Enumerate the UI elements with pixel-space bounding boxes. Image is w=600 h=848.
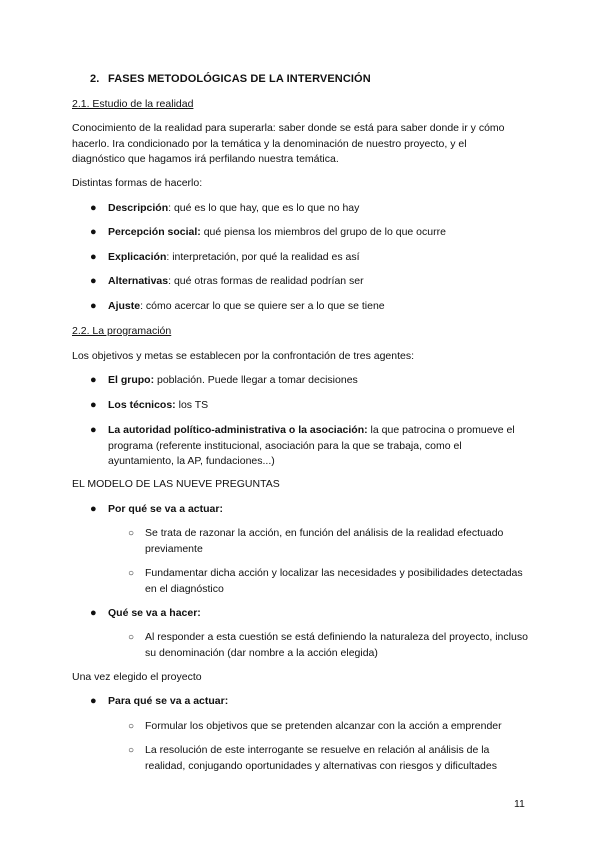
intro-paragraph: Conocimiento de la realidad para superarla: saber donde se está para saber donde ir y cómo hacerlo. Ira condicionado por la temática y la denominación de nuestro proyecto, y el diagnóstico que hagamos irá perfilando nuestra temática. [72, 122, 505, 165]
bullet-icon: ● [90, 202, 97, 214]
list-item [108, 225, 446, 241]
question-title: Qué se va a hacer: [108, 607, 201, 619]
list-item [108, 398, 208, 414]
bullet-icon: ● [90, 374, 97, 386]
item-term: El grupo: [108, 374, 155, 386]
bullet-icon: ● [90, 503, 97, 515]
item-term: La autoridad político-administrativa o la asociación: [108, 424, 368, 436]
agents-intro: Los objetivos y metas se establecen por la confrontación de tres agentes: [72, 350, 415, 362]
item-term: Alternativas [108, 275, 169, 287]
sub-item: Formular los objetivos que se pretenden alcanzar con la acción a emprender [145, 720, 502, 732]
sub-item: Fundamentar dicha acción y localizar las necesidades y posibilidades detectadas en el diagnóstico [145, 567, 523, 595]
item-text: la que patrocina o promueve el programa (referente institucional, asociación para la que se trabaja, como el ayuntamiento, la AP, fundaciones...) [108, 424, 515, 467]
circle-bullet-icon: ○ [128, 528, 135, 539]
item-text: : qué otras formas de realidad podrían ser [168, 275, 364, 287]
sub-item: Se trata de razonar la acción, en función del análisis de la realidad efectuado previamente [145, 527, 504, 555]
sub-item: La resolución de este interrogante se resuelve en relación al análisis de la realidad, conjugando oportunidades y alternativas con riesgos y dificultades [145, 744, 497, 772]
subsection-heading-2-1: 2.1. Estudio de la realidad [72, 98, 194, 110]
item-text: qué piensa los miembros del grupo de lo que ocurre [200, 226, 446, 238]
bullet-icon: ● [90, 399, 97, 411]
item-term: Explicación [108, 251, 167, 263]
bullet-icon: ● [90, 424, 97, 436]
item-term: Los técnicos: [108, 399, 176, 411]
sub-item: Al responder a esta cuestión se está definiendo la naturaleza del proyecto, incluso su denominación (dar nombre a la acción elegida) [145, 631, 528, 659]
item-term: Descripción [108, 202, 169, 214]
section-number: 2. [90, 73, 100, 85]
forms-intro: Distintas formas de hacerlo: [72, 177, 203, 189]
page-number: 11 [514, 798, 525, 810]
circle-bullet-icon: ○ [128, 568, 135, 579]
item-text: los TS [175, 399, 209, 411]
circle-bullet-icon: ○ [128, 745, 135, 756]
bullet-icon: ● [90, 607, 97, 619]
circle-bullet-icon: ○ [128, 721, 135, 732]
item-text: : qué es lo que hay, que es lo que no hay [168, 202, 360, 214]
list-item [108, 250, 360, 266]
list-item [108, 423, 528, 470]
model-heading: EL MODELO DE LAS NUEVE PREGUNTAS [72, 478, 280, 490]
question-title: Por qué se va a actuar: [108, 503, 223, 515]
list-item [108, 274, 364, 290]
circle-bullet-icon: ○ [128, 632, 135, 643]
item-text: : interpretación, por qué la realidad es así [166, 251, 360, 263]
item-text: población. Puede llegar a tomar decisiones [154, 374, 358, 386]
item-text: : cómo acercar lo que se quiere ser a lo que se tiene [140, 300, 385, 312]
bullet-icon: ● [90, 695, 97, 707]
bullet-icon: ● [90, 275, 97, 287]
subsection-heading-2-2: 2.2. La programación [72, 325, 172, 337]
item-term: Percepción social: [108, 226, 201, 238]
list-item [108, 299, 385, 315]
list-item [108, 373, 358, 389]
between-text: Una vez elegido el proyecto [72, 671, 202, 683]
bullet-icon: ● [90, 300, 97, 312]
bullet-icon: ● [90, 251, 97, 263]
item-term: Ajuste [108, 300, 141, 312]
list-item [108, 201, 359, 217]
question-title: Para qué se va a actuar: [108, 695, 229, 707]
bullet-icon: ● [90, 226, 97, 238]
section-title: FASES METODOLÓGICAS DE LA INTERVENCIÓN [108, 73, 371, 85]
